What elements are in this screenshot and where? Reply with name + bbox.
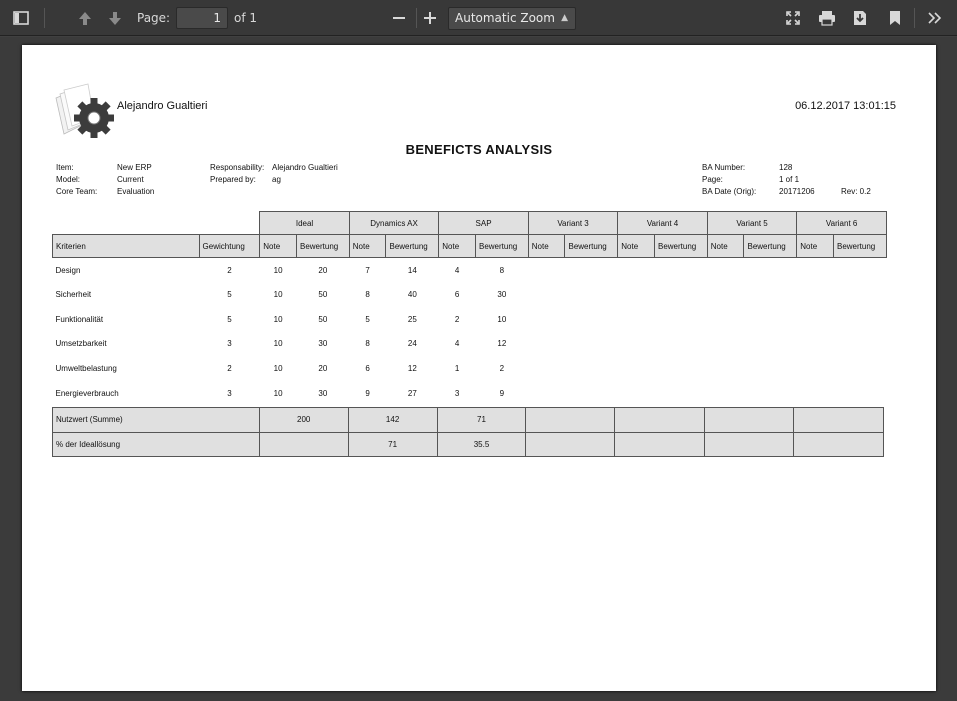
bewertung-cell [565, 282, 618, 307]
pdf-page [22, 45, 936, 691]
bewertung-cell [833, 258, 886, 283]
summary-value [794, 432, 884, 457]
bewertung-cell [744, 307, 797, 332]
note-cell: 7 [365, 265, 370, 275]
meta-label-ba-date: BA Date (Orig): [702, 187, 757, 196]
fullscreen-icon [785, 10, 801, 26]
column-header-bewertung: Bewertung [296, 235, 349, 258]
table-row [53, 258, 887, 283]
bewertung-cell [744, 381, 797, 406]
column-header-note: Note [528, 235, 565, 258]
bewertung-cell: 40 [407, 290, 417, 300]
page-label: Page: [137, 11, 171, 25]
bewertung-cell: 20 [318, 364, 328, 374]
criterion-weight: 2 [227, 364, 232, 374]
note-cell [528, 307, 565, 332]
summary-value: 200 [259, 408, 348, 433]
bewertung-cell: 14 [407, 265, 417, 275]
bewertung-cell: 9 [499, 388, 505, 398]
bewertung-cell [654, 356, 707, 381]
summary-value: 142 [348, 408, 437, 433]
summary-row [53, 408, 884, 433]
note-cell: 10 [273, 314, 283, 324]
bewertung-cell [565, 258, 618, 283]
note-cell: 4 [454, 339, 460, 349]
summary-label: Nutzwert (Summe) [53, 408, 260, 433]
criterion-weight: 5 [227, 290, 232, 300]
note-cell [707, 356, 744, 381]
arrow-down-icon [107, 10, 123, 26]
note-cell: 1 [454, 364, 460, 374]
group-header: Variant 3 [528, 212, 618, 235]
group-header: Ideal [260, 212, 350, 235]
group-header: Variant 5 [707, 212, 797, 235]
note-cell: 10 [273, 339, 283, 349]
column-header-gewichtung: Gewichtung [199, 235, 260, 258]
bewertung-cell [654, 282, 707, 307]
note-cell: 6 [454, 290, 460, 300]
tools-menu-button[interactable] [920, 4, 950, 32]
summary-value [705, 408, 794, 433]
meta-value-model: Current [117, 175, 144, 184]
summary-value [615, 408, 705, 433]
criterion-name: Sicherheit [55, 290, 92, 300]
criterion-name: Design [55, 265, 81, 275]
note-cell [797, 258, 834, 283]
meta-value-prepared-by: ag [272, 175, 281, 184]
page-count: of 1 [234, 11, 258, 25]
criterion-weight: 3 [227, 388, 232, 398]
bewertung-cell: 50 [318, 290, 328, 300]
note-cell: 10 [273, 388, 283, 398]
note-cell [707, 332, 744, 357]
summary-table [52, 407, 884, 457]
summary-value [526, 432, 615, 457]
bewertung-cell [744, 282, 797, 307]
gear-documents-logo [52, 82, 116, 144]
sidebar-toggle-button[interactable] [6, 4, 36, 32]
double-chevron-right-icon [927, 11, 943, 25]
column-header-row [53, 235, 887, 258]
meta-value-responsability: Alejandro Gualtieri [272, 163, 338, 172]
presentation-mode-button[interactable] [778, 4, 808, 32]
zoom-out-button[interactable] [384, 4, 414, 32]
group-header: Dynamics AX [349, 212, 439, 235]
column-header-note: Note [349, 235, 386, 258]
note-cell: 10 [273, 290, 283, 300]
table-row [53, 381, 887, 406]
meta-label-ba-number: BA Number: [702, 163, 746, 172]
column-header-bewertung: Bewertung [654, 235, 707, 258]
note-cell: 5 [365, 314, 370, 324]
note-cell: 9 [365, 388, 370, 398]
bewertung-cell [744, 356, 797, 381]
summary-value: 35.5 [437, 432, 526, 457]
criterion-name: Umsetzbarkeit [55, 339, 107, 349]
meta-label-item: Item: [56, 163, 74, 172]
print-icon [818, 10, 836, 26]
column-header-note: Note [618, 235, 655, 258]
note-cell [528, 356, 565, 381]
note-cell [707, 307, 744, 332]
meta-value-item: New ERP [117, 163, 152, 172]
summary-value [794, 408, 884, 433]
criterion-weight: 3 [227, 339, 232, 349]
bewertung-cell: 30 [497, 290, 507, 300]
criterion-weight: 2 [227, 265, 232, 275]
bewertung-cell: 2 [499, 364, 505, 374]
next-page-button[interactable] [100, 4, 130, 32]
column-header-bewertung: Bewertung [565, 235, 618, 258]
bewertung-cell [654, 332, 707, 357]
bewertung-cell [833, 356, 886, 381]
print-button[interactable] [812, 4, 842, 32]
note-cell [618, 258, 655, 283]
note-cell: 8 [365, 339, 370, 349]
previous-page-button[interactable] [70, 4, 100, 32]
note-cell: 10 [273, 364, 283, 374]
column-header-note: Note [439, 235, 476, 258]
note-cell [797, 307, 834, 332]
benefits-table [52, 211, 887, 406]
bewertung-cell [833, 307, 886, 332]
bewertung-cell [744, 258, 797, 283]
note-cell [707, 258, 744, 283]
bewertung-cell: 27 [407, 388, 417, 398]
bewertung-cell: 20 [318, 265, 328, 275]
download-icon [852, 10, 868, 26]
note-cell [618, 332, 655, 357]
column-header-bewertung: Bewertung [833, 235, 886, 258]
bewertung-cell: 50 [318, 314, 328, 324]
meta-value-revision: Rev: 0.2 [841, 187, 871, 196]
criterion-name: Umweltbelastung [55, 364, 117, 374]
summary-value [705, 432, 794, 457]
criterion-weight: 5 [227, 314, 232, 324]
column-header-note: Note [707, 235, 744, 258]
note-cell: 10 [273, 265, 283, 275]
meta-value-ba-date: 20171206 [779, 187, 815, 196]
document-viewer[interactable] [0, 37, 957, 701]
sidebar-icon [13, 11, 29, 25]
bewertung-cell: 8 [499, 265, 505, 275]
column-header-note: Note [260, 235, 297, 258]
table-row [53, 332, 887, 357]
group-header: Variant 4 [618, 212, 708, 235]
note-cell [618, 356, 655, 381]
arrow-up-icon [77, 10, 93, 26]
note-cell [618, 381, 655, 406]
note-cell [528, 381, 565, 406]
note-cell [528, 282, 565, 307]
summary-row [53, 432, 884, 457]
meta-label-page: Page: [702, 175, 723, 184]
note-cell [528, 258, 565, 283]
author-name: Alejandro Gualtieri [117, 100, 208, 112]
bewertung-cell [654, 307, 707, 332]
page-number-input[interactable]: 1 [176, 7, 228, 29]
table-row [53, 307, 887, 332]
bookmark-icon [888, 10, 902, 26]
bewertung-cell [833, 282, 886, 307]
bewertung-cell: 24 [407, 339, 417, 349]
note-cell [528, 332, 565, 357]
bewertung-cell [565, 356, 618, 381]
note-cell [797, 381, 834, 406]
zoom-in-button[interactable] [415, 4, 445, 32]
meta-value-ba-number: 128 [779, 163, 793, 172]
summary-value: 71 [437, 408, 526, 433]
column-header-kriterien: Kriterien [53, 235, 200, 258]
bewertung-cell: 30 [318, 388, 328, 398]
meta-label-responsability: Responsability: [210, 163, 265, 172]
note-cell: 6 [365, 364, 370, 374]
select-caret-icon: ▲ [561, 13, 568, 23]
pdf-toolbar [0, 0, 957, 36]
note-cell [797, 282, 834, 307]
column-header-bewertung: Bewertung [475, 235, 528, 258]
report-title: BENEFICTS ANALYSIS [405, 142, 553, 157]
meta-label-core-team: Core Team: [56, 187, 98, 196]
table-row [53, 356, 887, 381]
download-button[interactable] [845, 4, 875, 32]
note-cell [618, 307, 655, 332]
zoom-select-value: Automatic Zoom [455, 11, 555, 25]
column-header-bewertung: Bewertung [386, 235, 439, 258]
bewertung-cell: 10 [497, 314, 507, 324]
bewertung-cell [833, 381, 886, 406]
note-cell: 3 [454, 388, 460, 398]
column-header-bewertung: Bewertung [744, 235, 797, 258]
bewertung-cell: 12 [497, 339, 507, 349]
zoom-select[interactable] [448, 7, 576, 30]
meta-value-page: 1 of 1 [779, 175, 800, 184]
note-cell: 8 [365, 290, 370, 300]
meta-value-core-team: Evaluation [117, 187, 155, 196]
note-cell: 4 [454, 265, 460, 275]
note-cell [797, 332, 834, 357]
group-header-row [53, 212, 887, 235]
bewertung-cell [565, 332, 618, 357]
meta-label-model: Model: [56, 175, 81, 184]
note-cell: 2 [454, 314, 460, 324]
column-header-note: Note [797, 235, 834, 258]
bewertung-cell [654, 258, 707, 283]
note-cell [707, 282, 744, 307]
bewertung-cell [565, 381, 618, 406]
criterion-name: Energieverbrauch [55, 388, 119, 398]
plus-icon [423, 11, 437, 25]
bewertung-cell [744, 332, 797, 357]
report-datetime: 06.12.2017 13:01:15 [795, 100, 896, 112]
group-header: SAP [439, 212, 529, 235]
bewertung-cell [654, 381, 707, 406]
bewertung-cell: 30 [318, 339, 328, 349]
note-cell [797, 356, 834, 381]
meta-label-prepared-by: Prepared by: [210, 175, 256, 184]
note-cell [618, 282, 655, 307]
summary-value: 71 [348, 432, 437, 457]
bewertung-cell [565, 307, 618, 332]
table-row [53, 282, 887, 307]
group-header: Variant 6 [797, 212, 887, 235]
bewertung-cell [833, 332, 886, 357]
summary-value [526, 408, 615, 433]
summary-label: % der Ideallösung [53, 432, 260, 457]
bookmark-button[interactable] [880, 4, 910, 32]
note-cell [707, 381, 744, 406]
bewertung-cell: 12 [407, 364, 417, 374]
criterion-name: Funktionalität [55, 314, 104, 324]
summary-value [259, 432, 348, 457]
summary-value [615, 432, 705, 457]
bewertung-cell: 25 [407, 314, 417, 324]
minus-icon [392, 11, 406, 25]
